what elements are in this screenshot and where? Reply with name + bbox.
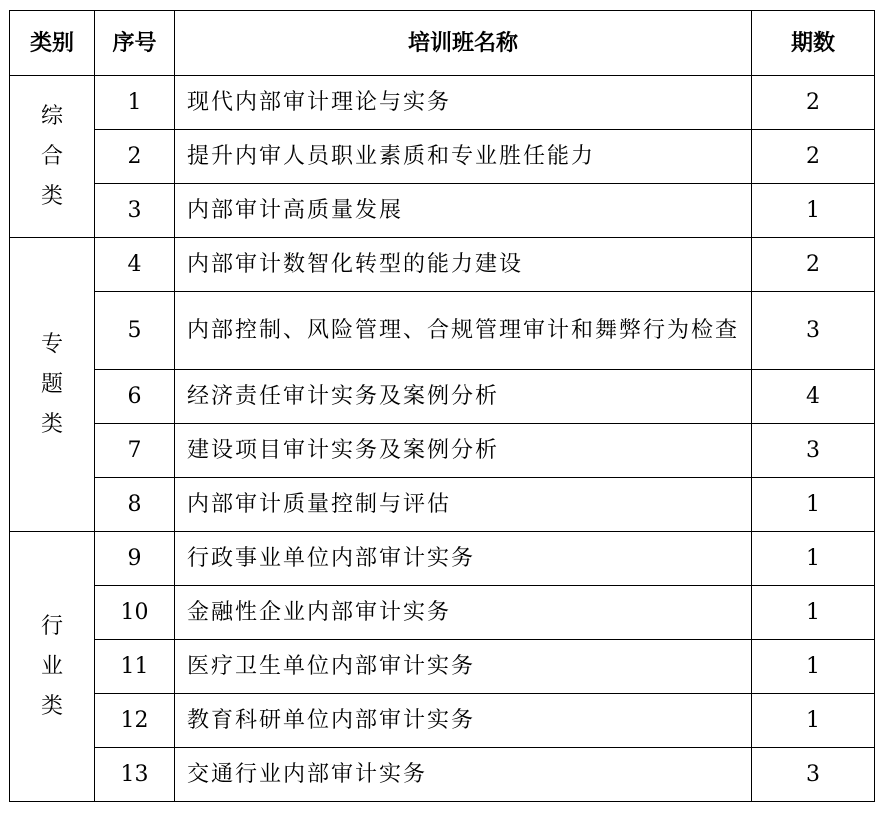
table-row <box>10 292 875 370</box>
class-name: 内部审计数智化转型的能力建设 <box>175 238 752 292</box>
header-name: 培训班名称 <box>175 11 752 76</box>
table-row <box>10 238 875 292</box>
class-name: 交通行业内部审计实务 <box>175 748 752 802</box>
table-row <box>10 748 875 802</box>
period-count: 1 <box>752 184 875 238</box>
class-name: 提升内审人员职业素质和专业胜任能力 <box>175 130 752 184</box>
period-count: 1 <box>752 640 875 694</box>
class-name: 建设项目审计实务及案例分析 <box>175 424 752 478</box>
period-count: 4 <box>752 370 875 424</box>
header-category: 类别 <box>10 11 95 76</box>
period-count: 2 <box>752 238 875 292</box>
class-name: 内部审计质量控制与评估 <box>175 478 752 532</box>
period-count: 2 <box>752 130 875 184</box>
period-count: 3 <box>752 292 875 370</box>
table-row <box>10 130 875 184</box>
row-number: 4 <box>95 238 175 292</box>
header-periods: 期数 <box>752 11 875 76</box>
category-label: 专题类 <box>41 331 64 437</box>
class-name: 内部审计高质量发展 <box>175 184 752 238</box>
training-class-table <box>9 10 875 802</box>
period-count: 3 <box>752 424 875 478</box>
category-label: 行业类 <box>41 613 64 719</box>
class-name: 现代内部审计理论与实务 <box>175 76 752 130</box>
period-count: 3 <box>752 748 875 802</box>
table-row <box>10 478 875 532</box>
class-name: 教育科研单位内部审计实务 <box>175 694 752 748</box>
table-row <box>10 532 875 586</box>
table-row <box>10 184 875 238</box>
table-row <box>10 694 875 748</box>
row-number: 9 <box>95 532 175 586</box>
row-number: 2 <box>95 130 175 184</box>
period-count: 2 <box>752 76 875 130</box>
row-number: 11 <box>95 640 175 694</box>
period-count: 1 <box>752 532 875 586</box>
table-row <box>10 424 875 478</box>
row-number: 5 <box>95 292 175 370</box>
period-count: 1 <box>752 478 875 532</box>
class-name: 金融性企业内部审计实务 <box>175 586 752 640</box>
category-cell <box>10 238 95 532</box>
row-number: 13 <box>95 748 175 802</box>
category-label: 综合类 <box>41 103 64 209</box>
table-row <box>10 370 875 424</box>
table-row <box>10 76 875 130</box>
row-number: 12 <box>95 694 175 748</box>
row-number: 10 <box>95 586 175 640</box>
class-name: 经济责任审计实务及案例分析 <box>175 370 752 424</box>
row-number: 6 <box>95 370 175 424</box>
table-row <box>10 586 875 640</box>
header-number: 序号 <box>95 11 175 76</box>
row-number: 3 <box>95 184 175 238</box>
row-number: 1 <box>95 76 175 130</box>
class-name: 行政事业单位内部审计实务 <box>175 532 752 586</box>
header-row <box>10 11 875 76</box>
row-number: 7 <box>95 424 175 478</box>
period-count: 1 <box>752 694 875 748</box>
class-name: 内部控制、风险管理、合规管理审计和舞弊行为检查 <box>175 292 752 370</box>
table-row <box>10 640 875 694</box>
class-name: 医疗卫生单位内部审计实务 <box>175 640 752 694</box>
row-number: 8 <box>95 478 175 532</box>
category-cell <box>10 76 95 238</box>
period-count: 1 <box>752 586 875 640</box>
category-cell <box>10 532 95 802</box>
